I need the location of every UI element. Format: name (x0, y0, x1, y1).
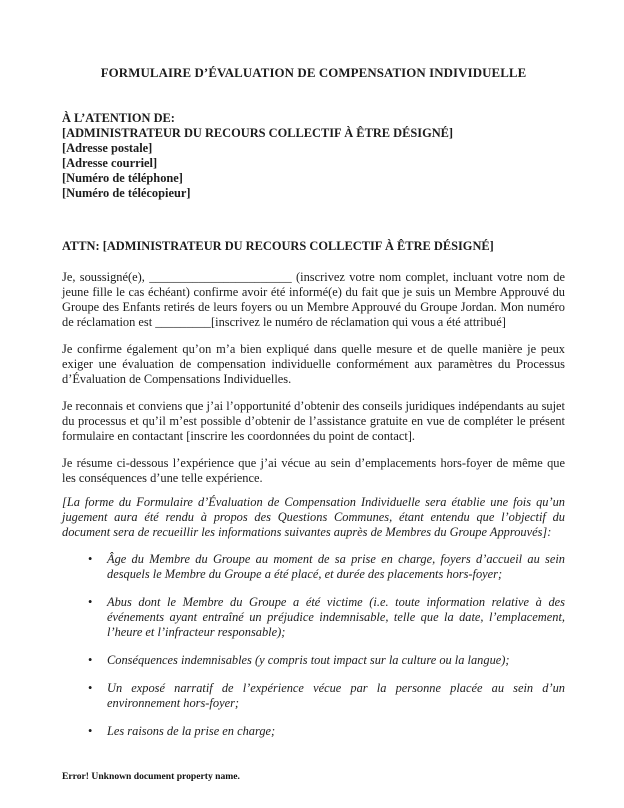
paragraph-declaration (62, 270, 565, 330)
document-title: FORMULAIRE D’ÉVALUATION DE COMPENSATION INDIVIDUELLE (100, 66, 527, 80)
bullet-icon: • (88, 653, 93, 667)
bullet-text: Conséquences indemnisables (y compris tout impact sur la culture ou la langue); (107, 653, 510, 667)
recipient-block (62, 111, 565, 201)
attn-heading: ATTN: [ADMINISTRATEUR DU RECOURS COLLECTIF À ÊTRE DÉSIGNÉ] (62, 239, 494, 253)
bullet-item-age-and-placements (62, 552, 565, 582)
recipient-line-email-address: [Adresse courriel] (62, 156, 158, 170)
declaration-text-end: [inscrivez le numéro de réclamation qui vous a été attribué] (211, 315, 506, 329)
recipient-line-administrator: [ADMINISTRATEUR DU RECOURS COLLECTIF À ÊTRE DÉSIGNÉ] (62, 126, 454, 140)
attention-label: À L’ATENTION DE: (62, 111, 175, 125)
bullet-text: Les raisons de la prise en charge; (107, 724, 276, 738)
information-bullet-list (62, 552, 565, 739)
declaration-text-intro: Je, soussigné(e), (62, 270, 150, 284)
bullet-text: Abus dont le Membre du Groupe a été victime (i.e. toute information relative à des événements ayant entraîné un préjudice indemnisable, telle que la date, l’emplacement, l’heure et l’infracteur responsable); (107, 595, 565, 639)
bullet-item-abuse (62, 595, 565, 640)
bullet-icon: • (88, 681, 93, 695)
paragraph-confirmation: Je confirme également qu’on m’a bien expliqué dans quelle mesure et de quelle manière je peux exiger une évaluation de compensation individuelle conformément aux paramètres du Processus d’Évaluation de Compensations Individuelles. (62, 342, 565, 386)
name-blank-field[interactable]: _______________________ (149, 270, 292, 284)
recipient-line-fax-number: [Numéro de télécopieur] (62, 186, 191, 200)
bullet-icon: • (88, 595, 93, 609)
bullet-text: Un exposé narratif de l’expérience vécue par la personne placée au sein d’un environnement hors-foyer; (107, 681, 565, 710)
bullet-item-narrative (62, 681, 565, 711)
bullet-text: Âge du Membre du Groupe au moment de sa prise en charge, foyers d’accueil au sein desquels le Membre du Groupe a été placé, et durée des placements hors-foyer; (107, 552, 565, 581)
recipient-line-postal-address: [Adresse postale] (62, 141, 153, 155)
paragraph-bracket-note: [La forme du Formulaire d’Évaluation de Compensation Individuelle sera établie une fois qu’un jugement aura été rendu à propos des Questions Communes, étant entendu que l’objectif du document sera de recueillir les informations suivantes auprès de Membres du Groupe Approuvés]: (62, 495, 565, 539)
bullet-item-reasons (62, 724, 565, 739)
bullet-icon: • (88, 724, 93, 738)
claim-number-blank-field[interactable]: _________ (155, 315, 211, 329)
paragraph-legal-advice: Je reconnais et conviens que j’ai l’opportunité d’obtenir des conseils juridiques indépendants au sujet du processus et qu’il m’est possible d’obtenir de l’assistance gratuite en vue de compléter le présent formulaire en contactant [inscrire les coordonnées du point de contact]. (62, 399, 565, 443)
bullet-icon: • (88, 552, 93, 566)
recipient-line-phone-number: [Numéro de téléphone] (62, 171, 183, 185)
bullet-item-consequences (62, 653, 565, 668)
declaration-text-middle: (inscrivez votre nom complet, incluant votre nom de jeune fille le cas échéant) confirme avoir été informé(e) du fait que je suis un Membre Approuvé du Groupe des Enfants retirés de leurs foyers ou un Membre Approuvé du Groupe Jordan. Mon numéro de réclamation est (62, 270, 565, 329)
paragraph-summary-intro: Je résume ci-dessous l’expérience que j’ai vécue au sein d’emplacements hors-foyer de même que les conséquences d’une telle expérience. (62, 456, 565, 485)
footer-error-text: Error! Unknown document property name. (62, 771, 240, 782)
